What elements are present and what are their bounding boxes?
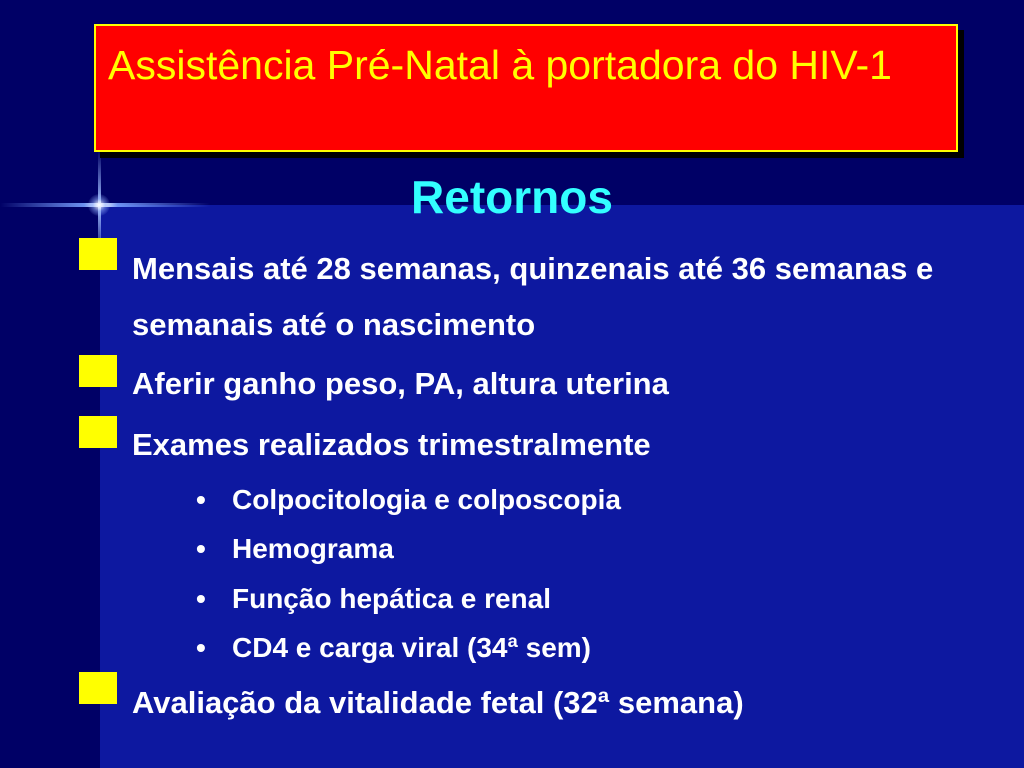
list-item-measurements: Aferir ganho peso, PA, altura uterina [132,366,669,401]
sublist-item-cd4: CD4 e carga viral (34ª sem) [232,632,591,663]
slide-subtitle: Retornos [411,171,613,223]
bullet-dot-icon: • [196,484,206,515]
bullet-square-icon [79,238,117,270]
sublist-item-hemograma: Hemograma [232,533,394,564]
bullet-dot-icon: • [196,632,206,663]
list-item-returns-schedule: Mensais até 28 semanas, quinzenais até 36 semanas e semanais até o nascimento [132,251,934,342]
bullet-square-icon [79,416,117,448]
title-box [94,24,958,152]
bullet-square-icon [79,672,117,704]
bullet-dot-icon: • [196,583,206,614]
sublist-item-funcao-hepatica: Função hepática e renal [232,583,551,614]
bullet-square-icon [79,355,117,387]
bullet-dot-icon: • [196,533,206,564]
list-item-fetal-vitality: Avaliação da vitalidade fetal (32ª semana) [132,685,744,720]
slide-title: Assistência Pré-Natal à portadora do HIV-1 [108,42,892,88]
sublist-item-colpocitologia: Colpocitologia e colposcopia [232,484,621,515]
list-item-exams: Exames realizados trimestralmente [132,427,651,462]
